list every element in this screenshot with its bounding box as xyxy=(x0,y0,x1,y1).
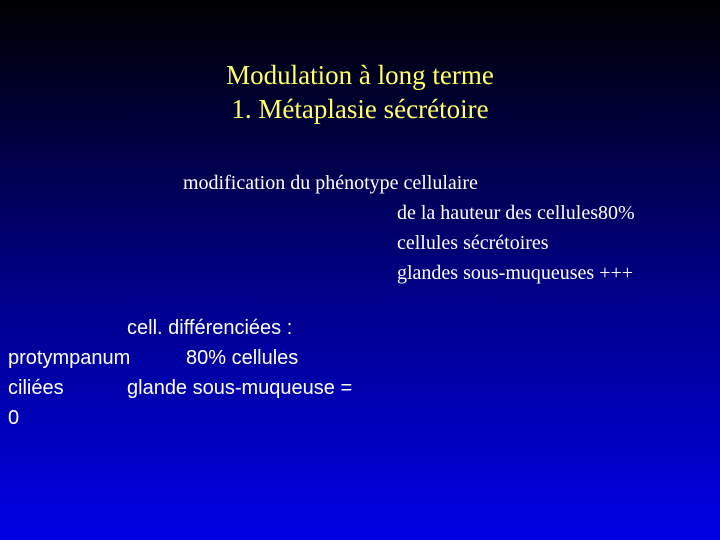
phenotype-line-4: glandes sous-muqueuses +++ xyxy=(397,262,634,284)
cells-line-3b: glande sous-muqueuse = xyxy=(127,377,353,399)
phenotype-line-2: de la hauteur des cellules80% xyxy=(397,202,635,224)
cells-line-4: 0 xyxy=(8,407,20,429)
phenotype-line-3: cellules sécrétoires xyxy=(397,232,549,254)
cells-line-1: cell. différenciées : xyxy=(127,317,293,339)
title-line-1: Modulation à long terme xyxy=(226,60,494,90)
title-line-2: 1. Métaplasie sécrétoire xyxy=(231,94,489,124)
cells-line-2b: 80% cellules xyxy=(186,347,299,369)
cells-line-3a: ciliées xyxy=(8,377,64,399)
cells-line-2a: protympanum xyxy=(8,347,131,369)
phenotype-line-1: modification du phénotype cellulaire xyxy=(183,172,478,194)
slide-title xyxy=(0,58,720,126)
